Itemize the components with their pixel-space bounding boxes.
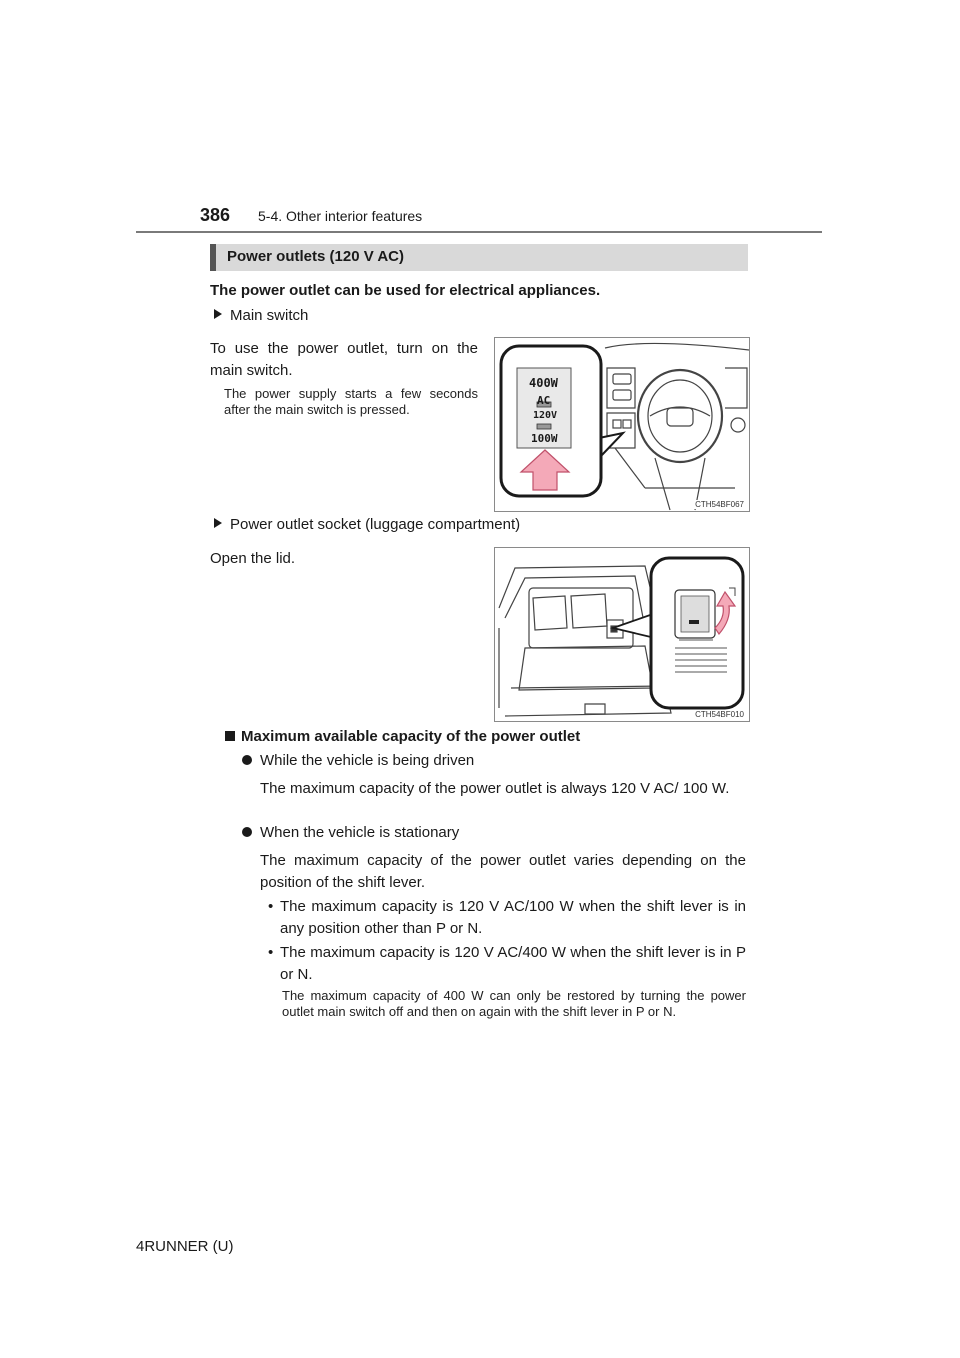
section-title-bar [210, 244, 748, 271]
main-switch-heading-text: Main switch [230, 307, 309, 324]
stationary-item-2 [268, 942, 746, 986]
driven-heading [242, 752, 474, 769]
stationary-item-1 [268, 896, 746, 940]
main-switch-text: To use the power outlet, turn on the main switch. [210, 340, 478, 379]
stationary-note: The maximum capacity of 400 W can only be restored by turning the power outlet main switch off and then on again with the shift lever in P or N. [282, 988, 746, 1019]
capacity-heading [225, 728, 580, 745]
figure-code: CTH54BF067 [695, 500, 744, 509]
cargo-illustration [495, 548, 749, 721]
section-title: Power outlets (120 V AC) [227, 248, 404, 265]
stationary-heading-text: When the vehicle is stationary [260, 824, 460, 841]
socket-heading [214, 516, 520, 533]
driven-text: The maximum capacity of the power outlet is always 120 V AC/ 100 W. [260, 780, 730, 797]
stationary-heading [242, 824, 459, 841]
square-bullet-icon [225, 731, 235, 741]
triangle-icon [214, 309, 222, 319]
label-ac: AC [537, 394, 551, 407]
main-switch-figure [494, 337, 750, 512]
socket-figure [494, 547, 750, 722]
capacity-heading-text: Maximum available capacity of the power outlet [241, 728, 581, 745]
header-rule [136, 231, 822, 233]
driven-heading-text: While the vehicle is being driven [260, 752, 475, 769]
circle-bullet-icon [242, 827, 252, 837]
stationary-item-1-text: The maximum capacity is 120 V AC/100 W when the shift lever is in any position other than P or N. [280, 898, 746, 937]
socket-heading-text: Power outlet socket (luggage compartment) [230, 516, 521, 533]
section-label: 5-4. Other interior features [258, 208, 423, 224]
label-100w: 100W [531, 432, 558, 445]
label-400w: 400W [529, 376, 558, 390]
intro-text: The power outlet can be used for electrical appliances. [210, 282, 601, 299]
stationary-text: The maximum capacity of the power outlet varies depending on the position of the shift lever. [260, 852, 746, 891]
label-120v: 120V [533, 410, 558, 421]
page-number: 386 [200, 205, 231, 225]
list-bullet: • [268, 898, 274, 915]
footer-model: 4RUNNER (U) [136, 1238, 234, 1255]
stationary-item-2-text: The maximum capacity is 120 V AC/400 W when the shift lever is in P or N. [280, 944, 746, 983]
socket-text: Open the lid. [210, 550, 296, 567]
main-switch-heading [214, 307, 308, 324]
triangle-icon [214, 518, 222, 528]
main-switch-note: The power supply starts a few seconds after the main switch is pressed. [224, 386, 478, 417]
dashboard-illustration [495, 338, 749, 511]
circle-bullet-icon [242, 755, 252, 765]
list-bullet: • [268, 944, 274, 961]
figure-code: CTH54BF010 [695, 710, 744, 719]
